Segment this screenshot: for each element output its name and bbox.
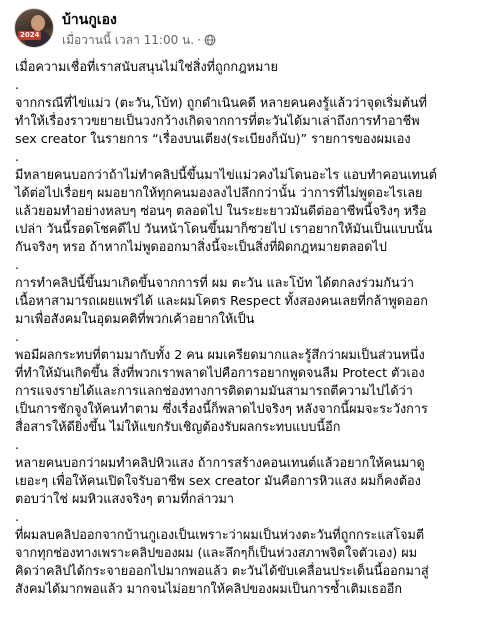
paragraph-separator: .: [15, 149, 20, 164]
paragraph-separator: .: [15, 509, 20, 524]
paragraph-separator: .: [15, 329, 20, 344]
post-paragraph: มีหลายคนบอกว่าถ้าไม่ทำคลิปนี้ขึ้นมาไข่แม่วคงไม่โดนอะไร แอบทำคอนเทนต์ ได้ต่อไปเรื่อยๆ ผมอยากให้ทุกคนมองลงไปลึกกว่านั้น ว่าการที่ไม่พูดอะไรเลย แล้วยอมทำอย่างหลบๆ ซ่อนๆ ตลอดไป ในระยะยาวมันดีต่ออาชีพนี้จริงๆ หรือ เปล่า วันนี้รอดโชคดีไป วันหน้าโดนขึ้นมาก็ซวยไป เราอยากให้มันเป็นแบบนั้น กันจริงๆ หรอ ถ้าหากไม่พูดออกมาสิ่งนี้จะเป็นสิ่งที่ผิดกฎหมายตลอดไป: [15, 167, 437, 254]
paragraph-separator: .: [15, 257, 20, 272]
post-paragraph: จากกรณีที่ไข่แม่ว (ตะวัน,โบ้ท) ถูกดำเนินคดี หลายคนคงรู้แล้วว่าจุดเริ่มต้นที่ ทำให้เรื่องราวขยายเป็นวงกว้างเกิดจากการที่ตะวันได้มาเล่าถึงการทำอาชีพ sex creator ในรายการ “เรื่องบนเตียง(ระเบียงก็นับ)” รายการของผมเอง: [15, 95, 427, 146]
paragraph-separator: .: [15, 437, 20, 452]
post-paragraph: การทำคลิปนี้ขึ้นมาเกิดขึ้นจากการที่ ผม ตะวัน และโบ้ท ได้ตกลงร่วมกันว่า เนื้อหาสามารถเผยแพร่ได้ และผมโคตร Respect ทั้งสองคนเลยที่กล้าพูดออก มาเพื่อสังคมในอุดมคติที่พวกเค้าอยากให้เป็น: [15, 275, 428, 326]
meta-separator: ·: [197, 33, 201, 47]
post-paragraph: พอมีผลกระทบที่ตามมากับทั้ง 2 คน ผมเครียดมากและรู้สึกว่าผมเป็นส่วนหนึ่ง ที่ทำให้มันเกิดขึ้น สิ่งที่พวกเราพลาดไปคือการอยากพูดจนลืม Protect ตัวเอง การแจงรายได้และการแลกช่องทางการติดตามมันสามารถตีความไปได้ว่า เป็นการชักจูงให้คนทำตาม ซึ่งเรื่องนี้ก็พลาดไปจริงๆ หลังจากนี้ผมจะระวังการ สื่อสารให้ดียิ่งขึ้น ไม่ให้แขกรับเชิญต้องรับผลกระทบแบบนี้อีก: [15, 347, 428, 434]
page-avatar[interactable]: [14, 8, 54, 48]
avatar-label: 2024: [20, 31, 40, 39]
post-paragraph: ที่ผมลบคลิปออกจากบ้านกูเองเป็นเพราะว่าผมเป็นห่วงตะวันที่ถูกกระแสโจมตี จากทุกช่องทางเพราะคลิปของผม (และลึกๆก็เป็นห่วงสภาพจิตใจตัวเอง) ผม คิดว่าคลิปได้กระจายออกไปมากพอแล้ว ตะวันได้ขับเคลื่อนประเด็นนี้ออกมาสู่ สังคมได้มากพอแล้ว มากจนไม่อยากให้คลิปของผมเป็นการซ้ำเติมเธออีก: [15, 527, 429, 596]
globe-icon[interactable]: [204, 34, 216, 46]
page-name-link[interactable]: บ้านกูเอง: [62, 12, 117, 28]
post-timestamp[interactable]: เมื่อวานนี้ เวลา 11:00 น.: [62, 33, 195, 47]
post-paragraph: หลายคนบอกว่าผมทำคลิปหิวแสง ถ้าการสร้างคอนเทนต์แล้วอยากให้คนมาดู เยอะๆ เพื่อให้คนเปิดใจรับอาชีพ sex creator มันคือการหิวแสง ผมก็คงต้อง ตอบว่าใช่ ผมหิวแสงจริงๆ ตามที่กล่าวมา: [15, 455, 425, 506]
post-header: [0, 0, 502, 56]
avatar-face: [31, 15, 45, 31]
post-body: [15, 58, 491, 598]
post-meta: [62, 32, 216, 48]
paragraph-separator: .: [15, 77, 20, 92]
post-paragraph: เมื่อความเชื่อที่เราสนับสนุนไม่ใช่สิ่งที่ถูกกฎหมาย: [15, 59, 278, 74]
